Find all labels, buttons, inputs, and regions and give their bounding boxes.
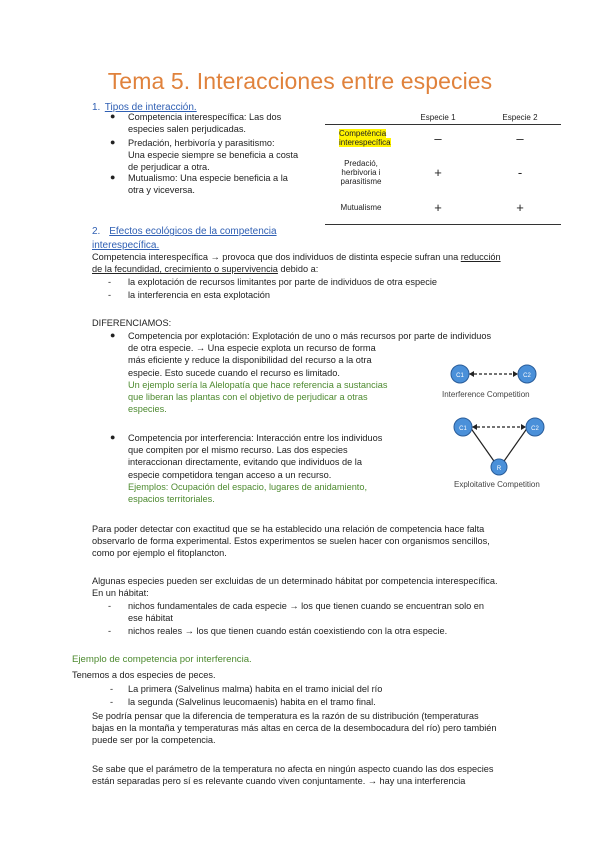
section1-number: 1. (92, 102, 101, 113)
section2-title-line1[interactable]: Efectos ecológicos de la competencia (109, 226, 277, 237)
list-item (128, 600, 558, 624)
text-line: especie competidora tengan acceso a un recurso. (128, 469, 332, 480)
example-line: Ejemplos: Ocupación del espacio, lugares de anidamiento, (128, 481, 368, 492)
exploit-link (470, 427, 496, 464)
bullet-line: Mutualismo: Una especie beneficia a la (128, 173, 288, 183)
text-line: como por ejemplo el fitoplancton. (92, 548, 227, 559)
text-line: Competencia por interferencia: Interacción entre los individuos (128, 433, 383, 443)
para-experimental (92, 523, 562, 560)
section1-title[interactable]: Tipos de interacción. (104, 102, 197, 113)
table-cell: + (516, 200, 524, 216)
table-row (325, 124, 561, 152)
section2-number: 2. (92, 226, 101, 237)
node-c1-label: C1 (459, 426, 467, 432)
bullet-mutualismo (128, 172, 288, 196)
bullet-competencia (128, 111, 281, 135)
table-cell: + (434, 200, 442, 216)
bullet-line: especies salen perjudicadas. (128, 124, 246, 135)
section2-heading[interactable] (92, 224, 322, 252)
list-item: la segunda (Salvelinus leucomaenis) habita en el tramo final. (128, 697, 376, 707)
label-line: parasitisme (340, 176, 382, 186)
table-cell: – (434, 130, 442, 146)
table-row (325, 192, 561, 224)
node-c2-label: C2 (523, 373, 531, 379)
list-dash: - (110, 684, 114, 694)
example-line: que liberan las plantas con el objetivo de perjudicar a otras (128, 392, 368, 403)
table-header-especie2: Especie 2 (502, 113, 538, 123)
arrow-left-icon (472, 424, 477, 430)
list-dash: - (110, 697, 114, 707)
table-header-especie1: Especie 1 (420, 113, 456, 123)
para-competencia (92, 251, 552, 275)
page-title: Tema 5. Interacciones entre especies (107, 68, 493, 94)
para-text: debido a: (277, 264, 319, 275)
table-row-label: Mutualisme (340, 203, 382, 213)
text-line: ese hábitat (128, 613, 173, 624)
interaction-table (325, 112, 561, 225)
text-line: Se podría pensar que la diferencia de temperatura es la razón de su distribución (temperaturas (92, 711, 479, 721)
bullet-line: Predación, herbivoría y parasitismo: (128, 138, 275, 148)
text-line: nichos fundamentales de cada especie → los que tienen cuando se encuentran solo en (128, 601, 485, 611)
text-line: están separadas pero sí es relevante cuando viven conjuntamente. → hay una interferencia (92, 776, 466, 787)
text-line: En un hábitat: (92, 588, 149, 599)
para-text: Competencia interespecífica → provoca que dos individuos de distinta especie sufran una (92, 252, 461, 262)
table-cell: – (516, 130, 524, 146)
text-line: interaccionan directamente, evitando que individuos de la (128, 457, 362, 468)
bullet-dot: ● (110, 137, 116, 147)
list-item: la interferencia en esta explotación (128, 290, 270, 300)
example-line: especies. (128, 404, 167, 415)
list-dash: - (108, 277, 112, 287)
text-line: observarlo de forma experimental. Estos experimentos se suelen hacer con organismos sencillos, (92, 536, 490, 547)
arrow-right-icon (521, 424, 526, 430)
bullet-predacion (128, 137, 298, 174)
node-r-label: R (496, 466, 502, 472)
text-line: Algunas especies pueden ser excluidas de un determinado hábitat por competencia interespecífica. (92, 576, 498, 586)
underlined-text: reducción (460, 252, 501, 262)
bullet-dot: ● (110, 330, 116, 340)
bullet-dot: ● (110, 172, 116, 182)
list-dash: - (108, 290, 112, 300)
table-cell: + (434, 164, 442, 180)
ejemplo-heading: Ejemplo de competencia por interferencia. (72, 654, 252, 665)
node-c1-label: C1 (456, 373, 464, 379)
list-item: la explotación de recursos limitantes por parte de individuos de otra especie (128, 277, 437, 287)
para-exclusion (92, 575, 562, 599)
label-line: Predació, (344, 158, 378, 168)
bullet-line: Competencia interespecífica: Las dos (128, 112, 282, 122)
list-dash: - (108, 626, 112, 636)
table-row-label (325, 124, 397, 152)
list-dash: - (108, 601, 112, 611)
label-line: interespecífica (339, 138, 391, 148)
underlined-text: de la fecundidad, crecimiento o supervivencia (92, 264, 278, 275)
bullet-line: otra y viceversa. (128, 185, 195, 196)
example-line: Un ejemplo sería la Alelopatía que hace referencia a sustancias (128, 379, 388, 390)
para-ejemplo-1 (92, 710, 562, 747)
text-line: Se sabe que el parámetro de la temperatura no afecta en ningún aspecto cuando las dos especies (92, 764, 494, 774)
interferencia-block (128, 432, 428, 505)
section2-title-line2[interactable]: interespecífica. (92, 240, 160, 251)
bullet-dot: ● (110, 432, 116, 442)
text-line: más eficiente y reduce la disponibilidad del recurso a la otra (128, 355, 372, 366)
table-row-label (325, 152, 397, 192)
list-item: La primera (Salvelinus malma) habita en el tramo inicial del río (128, 684, 383, 694)
text-line: que compiten por el mismo recurso. Las dos especies (128, 445, 348, 456)
diferenciamos-label: DIFERENCIAMOS: (92, 318, 172, 328)
bullet-line: Una especie siempre se beneficia a costa (128, 150, 299, 161)
table-cell: - (517, 164, 523, 180)
arrow-left-icon (469, 371, 474, 377)
exploitative-caption: Exploitative Competition (454, 480, 540, 489)
exploit-link (502, 427, 528, 464)
para-ejemplo-2 (92, 763, 562, 787)
interference-caption: Interference Competition (442, 390, 530, 399)
text-line: de otra especie. → Una especie explota un recurso de forma (128, 343, 376, 354)
label-line: herbivoria i (341, 167, 381, 177)
text-line: bajas en la montaña y temperaturas más altas en cerca de la desembocadura del río) pero también (92, 723, 497, 734)
interference-diagram (440, 355, 590, 403)
ejemplo-intro: Tenemos a dos especies de peces. (72, 670, 216, 680)
node-c2-label: C2 (531, 426, 539, 432)
list-item: nichos reales → los que tienen cuando están coexistiendo con la otra especie. (128, 626, 448, 636)
example-line: espacios territoriales. (128, 494, 215, 505)
text-line: puede ser por la competencia. (92, 735, 216, 746)
text-line: especie. Esto sucede cuando el recurso es limitado. (128, 367, 340, 378)
bullet-dot: ● (110, 111, 116, 121)
table-row (325, 152, 561, 192)
arrow-right-icon (513, 371, 518, 377)
text-line: Para poder detectar con exactitud que se ha establecido una relación de competencia hace falta (92, 524, 485, 534)
exploitative-diagram (448, 415, 588, 490)
text-line: Competencia por explotación: Explotación de uno o más recursos por parte de individuos (128, 331, 492, 341)
bullet-line: de perjudicar a otra. (128, 162, 210, 173)
label-line: Competència (339, 129, 387, 139)
